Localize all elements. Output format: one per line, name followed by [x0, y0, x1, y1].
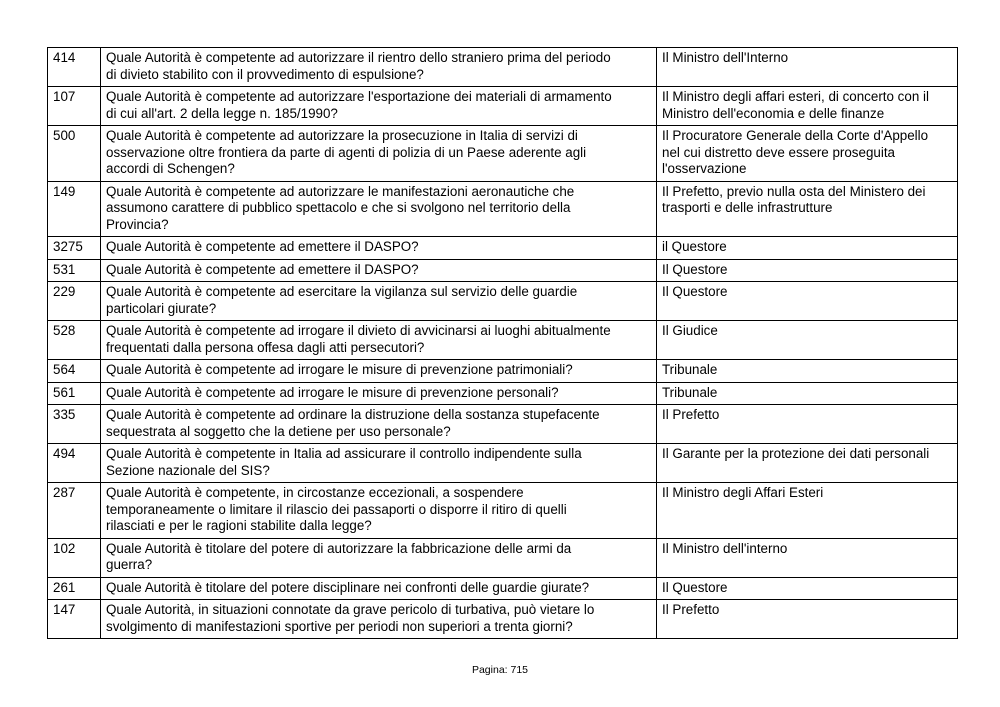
table-row — [48, 282, 958, 321]
answer-text-cell: Il Garante per la protezione dei dati personali — [657, 444, 958, 483]
answer-text-cell: Il Prefetto — [657, 405, 958, 444]
question-id-cell: 3275 — [48, 237, 101, 260]
question-id-cell: 149 — [48, 181, 101, 237]
questions-table-body — [48, 48, 958, 639]
table-row — [48, 321, 958, 360]
question-id-cell: 564 — [48, 360, 101, 383]
question-text-cell: Quale Autorità è competente ad autorizzare la prosecuzione in Italia di servizi di osservazione oltre frontiera da parte di agenti di polizia di un Paese aderente agli accordi di Schengen? — [101, 126, 657, 182]
answer-text-cell: Tribunale — [657, 360, 958, 383]
page-number: Pagina: 715 — [471, 664, 529, 676]
answer-text-cell: Tribunale — [657, 382, 958, 405]
question-id-cell: 102 — [48, 538, 101, 577]
question-id-cell: 107 — [48, 87, 101, 126]
question-text-cell: Quale Autorità è competente ad esercitare la vigilanza sul servizio delle guardie particolari giurate? — [101, 282, 657, 321]
question-text-cell: Quale Autorità è competente ad irrogare il divieto di avvicinarsi ai luoghi abitualmente frequentati dalla persona offesa dagli atti persecutori? — [101, 321, 657, 360]
question-text-cell: Quale Autorità è competente, in circostanze eccezionali, a sospendere temporaneamente o limitare il rilascio dei passaporti o disporre il ritiro di quelli rilasciati e per le ragioni stabilite dalla legge? — [101, 483, 657, 539]
question-id-cell: 261 — [48, 577, 101, 600]
question-text-cell: Quale Autorità è competente ad autorizzare il rientro dello straniero prima del periodo di divieto stabilito con il provvedimento di espulsione? — [101, 48, 657, 87]
question-id-cell: 561 — [48, 382, 101, 405]
table-row — [48, 126, 958, 182]
question-text-cell: Quale Autorità è competente ad ordinare la distruzione della sostanza stupefacente sequestrata al soggetto che la detiene per uso personale? — [101, 405, 657, 444]
table-row — [48, 48, 958, 87]
question-text-cell: Quale Autorità è titolare del potere di autorizzare la fabbricazione delle armi da guerra? — [101, 538, 657, 577]
answer-text-cell: Il Giudice — [657, 321, 958, 360]
answer-text-cell: il Questore — [657, 237, 958, 260]
question-id-cell: 147 — [48, 600, 101, 639]
table-row — [48, 382, 958, 405]
question-text-cell: Quale Autorità è competente ad autorizzare le manifestazioni aeronautiche che assumono carattere di pubblico spettacolo e che si svolgono nel territorio della Provincia? — [101, 181, 657, 237]
answer-text-cell: Il Ministro dell'Interno — [657, 48, 958, 87]
question-id-cell: 287 — [48, 483, 101, 539]
answer-text-cell: Il Ministro dell'interno — [657, 538, 958, 577]
answer-text-cell: Il Procuratore Generale della Corte d'Appello nel cui distretto deve essere proseguita l'osservazione — [657, 126, 958, 182]
question-text-cell: Quale Autorità è competente ad emettere il DASPO? — [101, 237, 657, 260]
answer-text-cell: Il Questore — [657, 577, 958, 600]
table-row — [48, 181, 958, 237]
table-row — [48, 360, 958, 383]
question-id-cell: 335 — [48, 405, 101, 444]
question-text-cell: Quale Autorità è competente ad irrogare le misure di prevenzione patrimoniali? — [101, 360, 657, 383]
question-id-cell: 229 — [48, 282, 101, 321]
table-row — [48, 237, 958, 260]
question-id-cell: 500 — [48, 126, 101, 182]
answer-text-cell: Il Questore — [657, 259, 958, 282]
table-row — [48, 483, 958, 539]
question-text-cell: Quale Autorità, in situazioni connotate da grave pericolo di turbativa, può vietare lo svolgimento di manifestazioni sportive per periodi non superiori a trenta giorni? — [101, 600, 657, 639]
table-row — [48, 87, 958, 126]
table-row — [48, 538, 958, 577]
question-text-cell: Quale Autorità è competente ad irrogare le misure di prevenzione personali? — [101, 382, 657, 405]
answer-text-cell: Il Ministro degli affari esteri, di concerto con il Ministro dell'economia e delle finanze — [657, 87, 958, 126]
table-row — [48, 444, 958, 483]
question-id-cell: 528 — [48, 321, 101, 360]
questions-table — [47, 47, 958, 639]
question-id-cell: 414 — [48, 48, 101, 87]
question-text-cell: Quale Autorità è competente ad emettere il DASPO? — [101, 259, 657, 282]
answer-text-cell: Il Ministro degli Affari Esteri — [657, 483, 958, 539]
question-id-cell: 531 — [48, 259, 101, 282]
answer-text-cell: Il Questore — [657, 282, 958, 321]
question-text-cell: Quale Autorità è titolare del potere disciplinare nei confronti delle guardie giurate? — [101, 577, 657, 600]
answer-text-cell: Il Prefetto — [657, 600, 958, 639]
question-text-cell: Quale Autorità è competente ad autorizzare l'esportazione dei materiali di armamento di cui all'art. 2 della legge n. 185/1990? — [101, 87, 657, 126]
question-id-cell: 494 — [48, 444, 101, 483]
table-row — [48, 405, 958, 444]
table-row — [48, 577, 958, 600]
answer-text-cell: Il Prefetto, previo nulla osta del Ministero dei trasporti e delle infrastrutture — [657, 181, 958, 237]
table-row — [48, 259, 958, 282]
table-row — [48, 600, 958, 639]
question-text-cell: Quale Autorità è competente in Italia ad assicurare il controllo indipendente sulla Sezione nazionale del SIS? — [101, 444, 657, 483]
